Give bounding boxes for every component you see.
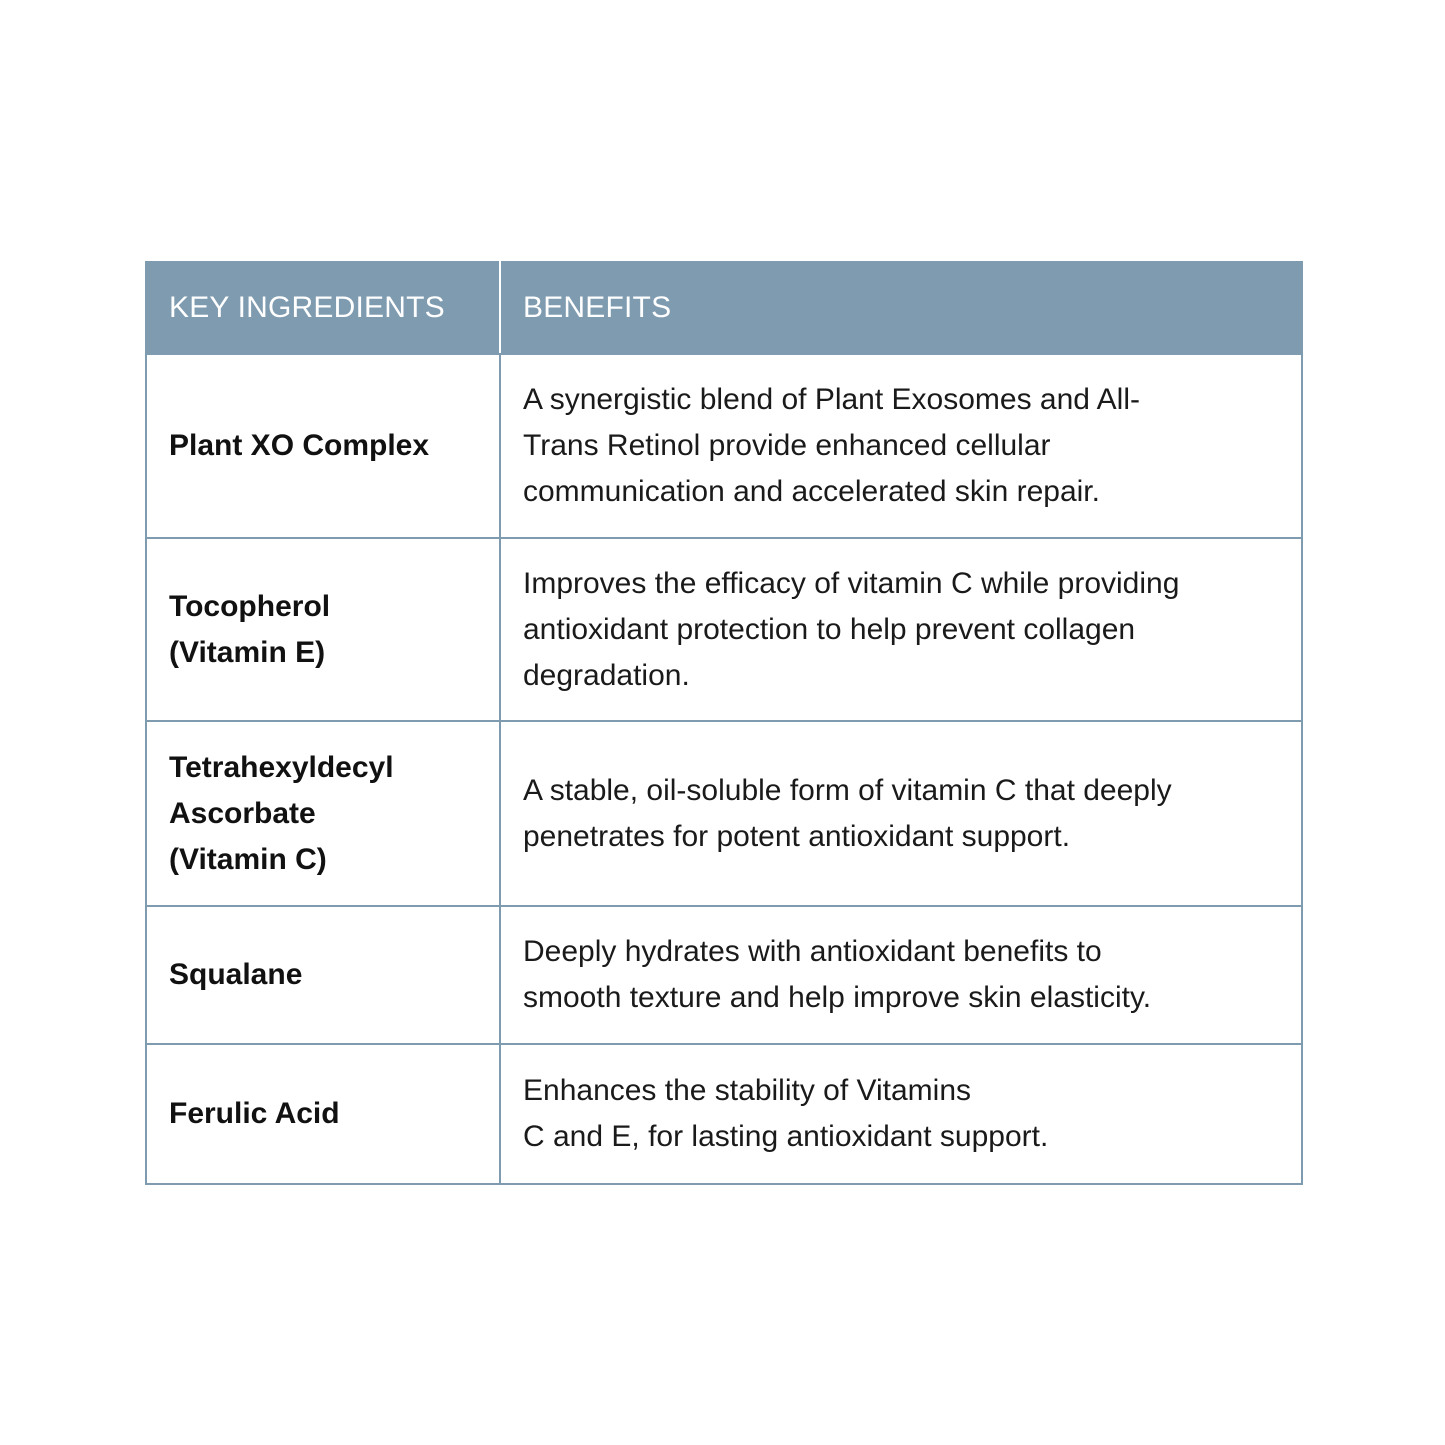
table-header [146,262,1302,354]
ingredient-name [146,1044,500,1184]
ingredient-name-text: Tetrahexyldecyl Ascorbate (Vitamin C) [169,750,394,876]
table-row [146,538,1302,721]
table-row [146,906,1302,1044]
header-key-ingredients: KEY INGREDIENTS [146,262,500,354]
ingredient-benefit: Enhances the stability of Vitamins C and E, for lasting antioxidant support. [500,1044,1302,1184]
ingredient-benefit: A synergistic blend of Plant Exosomes and All- Trans Retinol provide enhanced cellular communication and accelerated skin repair. [500,354,1302,538]
ingredient-name [146,538,500,721]
ingredient-benefit: Deeply hydrates with antioxidant benefits to smooth texture and help improve skin elasticity. [500,906,1302,1044]
ingredient-name-text: Ferulic Acid [169,1097,340,1130]
table-row [146,721,1302,906]
ingredient-name-text: Tocopherol (Vitamin E) [169,589,331,669]
header-row [146,262,1302,354]
ingredient-name [146,354,500,538]
ingredient-benefit: Improves the efficacy of vitamin C while providing antioxidant protection to help prevent collagen degradation. [500,538,1302,721]
ingredient-name-text: Squalane [169,958,303,991]
ingredient-name-text: Plant XO Complex [169,429,430,462]
table-row [146,354,1302,538]
ingredient-name [146,721,500,906]
ingredients-table [145,261,1303,1185]
table-body [146,354,1302,1184]
table-row [146,1044,1302,1184]
header-benefits: BENEFITS [500,262,1302,354]
ingredient-name [146,906,500,1044]
ingredient-benefit: A stable, oil-soluble form of vitamin C that deeply penetrates for potent antioxidant support. [500,721,1302,906]
